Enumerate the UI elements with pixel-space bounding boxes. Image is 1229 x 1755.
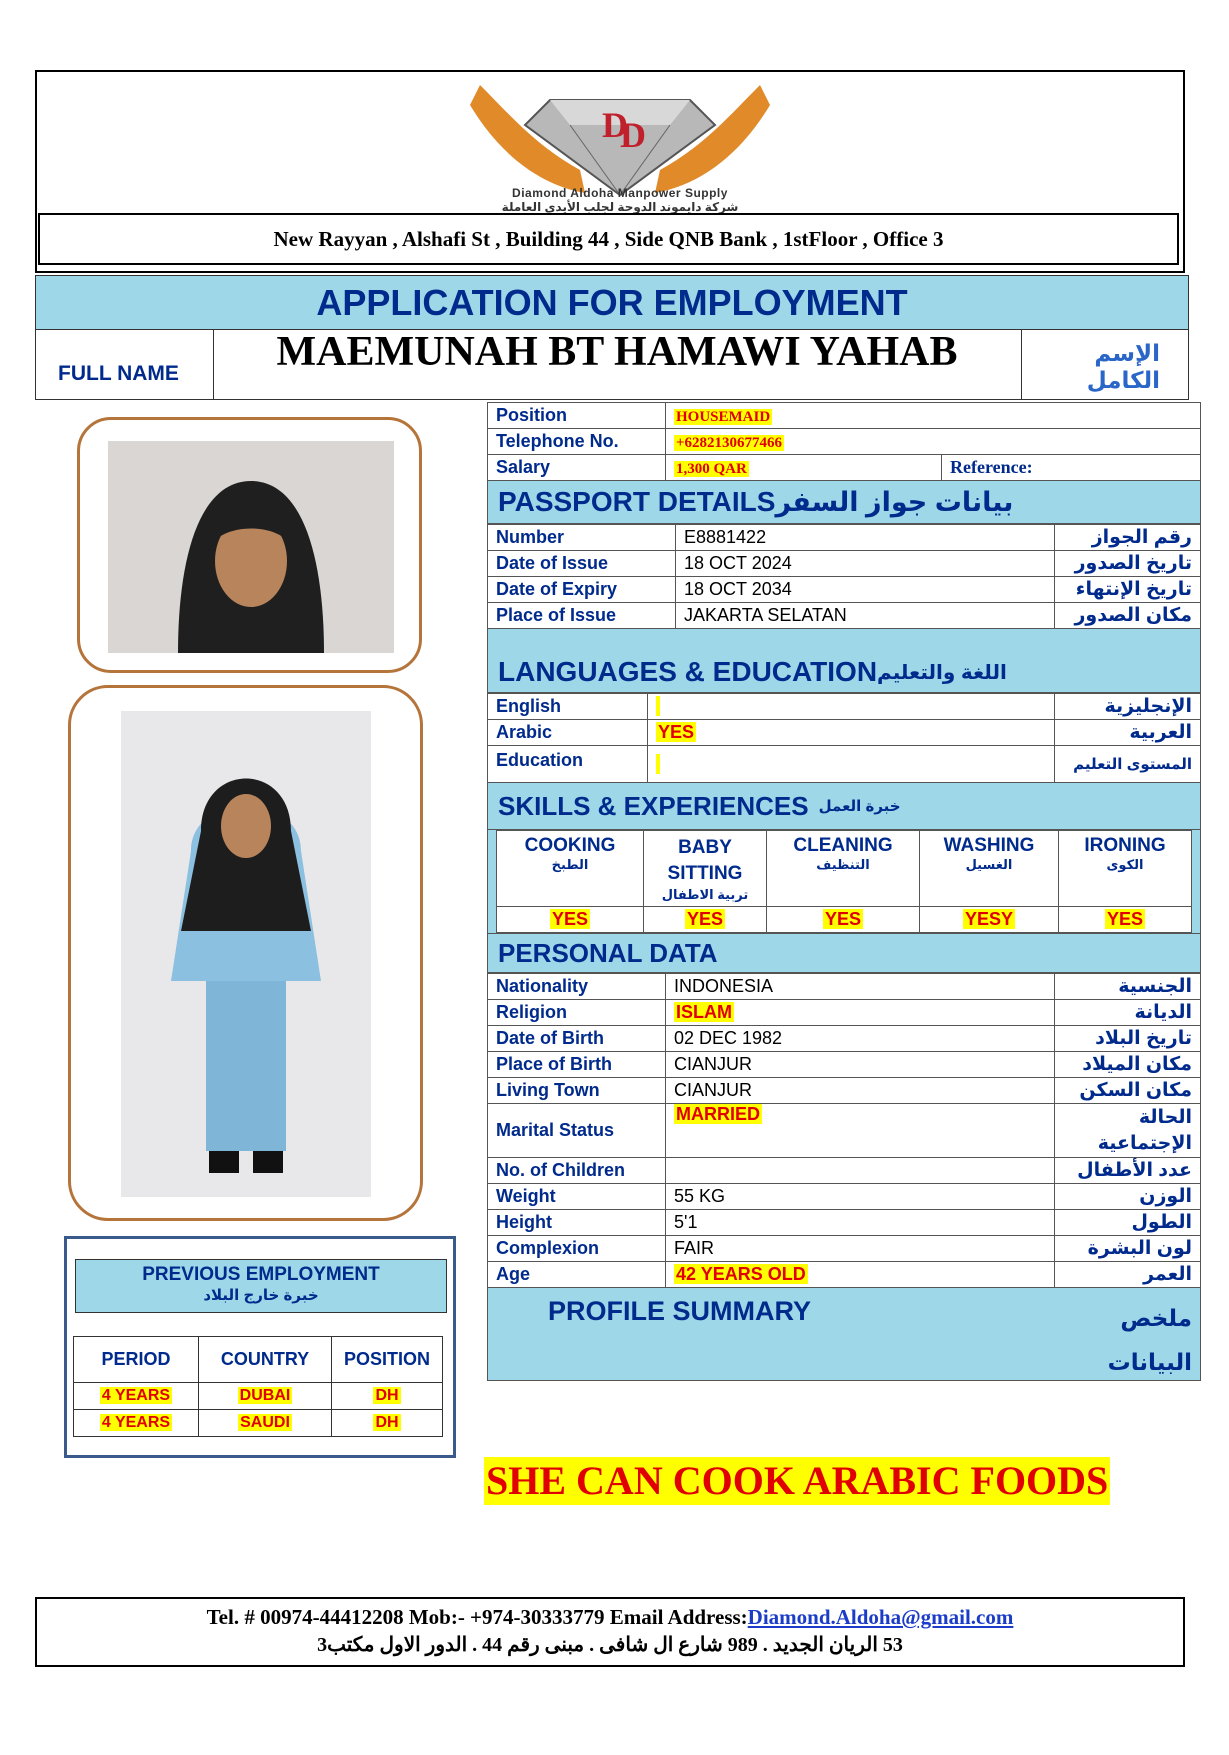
profile-note-text: SHE CAN COOK ARABIC FOODS: [486, 1458, 1109, 1503]
personal-row-value: [666, 1158, 1055, 1184]
period-cell: 4 YEARS: [101, 1414, 171, 1431]
personal-row-ar: مكان الميلاد: [1055, 1052, 1201, 1078]
period-cell: 4 YEARS: [101, 1387, 171, 1404]
languages-table: [487, 693, 1201, 783]
passport-row-label: Place of Issue: [488, 603, 676, 629]
country-cell: SAUDI: [240, 1414, 290, 1431]
personal-row-label: Marital Status: [488, 1104, 666, 1158]
personal-row-label: Religion: [488, 1000, 666, 1026]
personal-row-ar: العمر: [1055, 1262, 1201, 1288]
personal-row-value: MARRIED: [676, 1104, 760, 1124]
personal-row-value: CIANJUR: [666, 1052, 1055, 1078]
passport-row-ar: مكان الصدور: [1055, 603, 1201, 629]
previous-employment-title: PREVIOUS EMPLOYMENT: [142, 1264, 380, 1285]
address-box: [38, 213, 1179, 265]
profile-summary-title: PROFILE SUMMARY: [548, 1296, 811, 1326]
personal-row-value: 42 YEARS OLD: [676, 1264, 806, 1284]
personal-row-ar: الديانة: [1055, 1000, 1201, 1026]
header-period: PERIOD: [74, 1337, 199, 1383]
previous-employment-table: [73, 1336, 443, 1437]
previous-employment-title-ar: خبرة خارج البلاد: [203, 1287, 319, 1304]
svg-text:D: D: [620, 115, 646, 155]
passport-row-value: 18 OCT 2034: [676, 577, 1055, 603]
passport-row-label: Date of Expiry: [488, 577, 676, 603]
skill-name: IRONING: [1084, 835, 1166, 856]
position-value: HOUSEMAID: [676, 409, 771, 425]
personal-row-label: Living Town: [488, 1078, 666, 1104]
address-text: New Rayyan , Alshafi St , Building 44 , Side QNB Bank , 1stFloor , Office 3: [273, 226, 944, 251]
skills-title: SKILLS & EXPERIENCES: [498, 790, 809, 821]
personal-row-label: Place of Birth: [488, 1052, 666, 1078]
previous-employment-header: [75, 1259, 447, 1313]
logo-name-en: Diamond Aldoha Manpower Supply: [512, 186, 728, 200]
personal-row-label: Complexion: [488, 1236, 666, 1262]
personal-row-value: 02 DEC 1982: [666, 1026, 1055, 1052]
job-info-table: [487, 402, 1201, 481]
skill-name-ar: الغسيل: [965, 857, 1013, 872]
skill-name-ar: تربية الاطفال: [661, 887, 749, 902]
skills-table: [496, 830, 1192, 933]
personal-row-value: INDONESIA: [666, 974, 1055, 1000]
language-row-label: Education: [488, 746, 648, 783]
language-row-value: [656, 696, 660, 716]
language-row-value: YES: [658, 722, 695, 742]
footer-box: [35, 1597, 1185, 1667]
personal-title: PERSONAL DATA: [498, 937, 718, 968]
personal-row-ar: تاريخ البلاد: [1055, 1026, 1201, 1052]
position-label: Position: [488, 403, 666, 429]
details-column: [487, 402, 1201, 1381]
portrait-photo: [108, 441, 394, 653]
skill-name-ar: الكوى: [1106, 857, 1144, 872]
profile-summary-box: [487, 1288, 1201, 1381]
language-row-ar: العربية: [1055, 720, 1201, 746]
reference-label: Reference:: [942, 455, 1201, 481]
position-cell: DH: [375, 1387, 399, 1404]
passport-row-ar: رقم الجواز: [1055, 525, 1201, 551]
personal-row-ar: الطول: [1055, 1210, 1201, 1236]
personal-row-ar: الوزن: [1055, 1184, 1201, 1210]
passport-row-label: Date of Issue: [488, 551, 676, 577]
passport-row-value: 18 OCT 2024: [676, 551, 1055, 577]
skill-value: YES: [551, 909, 589, 929]
personal-row-ar: الجنسية: [1055, 974, 1201, 1000]
skill-value: YES: [824, 909, 862, 929]
language-row-label: Arabic: [488, 720, 648, 746]
skill-value: YESY: [964, 909, 1014, 929]
telephone-value: +6282130677466: [676, 435, 783, 451]
footer-contact: [37, 1605, 1183, 1630]
personal-row-label: No. of Children: [488, 1158, 666, 1184]
position-cell: DH: [375, 1414, 399, 1431]
passport-section-header: [487, 481, 1201, 524]
personal-row-label: Weight: [488, 1184, 666, 1210]
languages-title-ar: اللغة والتعليم: [877, 662, 1007, 684]
language-row-value: [656, 754, 660, 774]
logo-name-ar: شركة دايموند الدوحة لجلب الأيدي العاملة: [501, 200, 739, 214]
application-title: APPLICATION FOR EMPLOYMENT: [316, 281, 908, 323]
passport-table: [487, 524, 1201, 629]
header-country: COUNTRY: [199, 1337, 332, 1383]
full-name-label-ar: الإسم الكامل: [1086, 340, 1160, 393]
passport-row-ar: تاريخ الإنتهاء: [1055, 577, 1201, 603]
language-row-ar: الإنجليزية: [1055, 694, 1201, 720]
personal-section-header: [487, 934, 1201, 973]
skill-name: BABY SITTING: [667, 837, 743, 884]
personal-row-ar: عدد الأطفال: [1055, 1158, 1201, 1184]
portrait-frame: [77, 417, 422, 673]
skills-section-header: [487, 783, 1201, 830]
personal-row-ar: لون البشرة: [1055, 1236, 1201, 1262]
personal-row-ar: الحالة الإجتماعية: [1055, 1104, 1201, 1158]
skill-name-ar: الطبخ: [551, 857, 589, 872]
passport-row-label: Number: [488, 525, 676, 551]
personal-row-label: Nationality: [488, 974, 666, 1000]
skill-value: YES: [686, 909, 724, 929]
profile-summary-title-ar: ملخص البيانات: [1107, 1305, 1192, 1375]
skills-frame: [487, 830, 1201, 934]
personal-row-value: FAIR: [666, 1236, 1055, 1262]
skills-title-ar: خبرة العمل: [818, 798, 901, 815]
personal-row-value: 55 KG: [666, 1184, 1055, 1210]
personal-row-value: 5'1: [666, 1210, 1055, 1236]
passport-row-ar: تاريخ الصدور: [1055, 551, 1201, 577]
personal-row-ar: مكان السكن: [1055, 1078, 1201, 1104]
header-position: POSITION: [332, 1337, 443, 1383]
skill-name: COOKING: [524, 835, 616, 856]
personal-row-label: Date of Birth: [488, 1026, 666, 1052]
full-name-label: FULL NAME: [58, 362, 179, 385]
skill-name: CLEANING: [793, 835, 893, 856]
language-row-ar: المستوى التعليم: [1055, 746, 1201, 783]
footer-email-link[interactable]: Diamond.Aldoha@gmail.com: [747, 1605, 1014, 1629]
language-row-label: English: [488, 694, 648, 720]
profile-note: [484, 1457, 1110, 1505]
personal-row-label: Height: [488, 1210, 666, 1236]
skill-name: WASHING: [943, 835, 1035, 856]
svg-text:D: D: [602, 105, 628, 145]
salary-value: 1,300 QAR: [676, 461, 747, 477]
salary-label: Salary: [488, 455, 666, 481]
passport-row-value: JAKARTA SELATAN: [676, 603, 1055, 629]
personal-row-value: CIANJUR: [666, 1078, 1055, 1104]
languages-title: LANGUAGES & EDUCATION: [498, 656, 878, 687]
personal-table: [487, 973, 1201, 1288]
passport-row-value: E8881422: [676, 525, 1055, 551]
personal-row-value: ISLAM: [676, 1002, 732, 1022]
country-cell: DUBAI: [239, 1387, 291, 1404]
full-body-frame: [68, 685, 423, 1221]
application-title-bar: [35, 275, 1189, 330]
full-name: MAEMUNAH BT HAMAWI YAHAB: [276, 329, 958, 375]
full-body-photo: [121, 711, 371, 1197]
previous-employment-box: [64, 1236, 456, 1458]
passport-title-ar: بيانات جواز السفر: [775, 486, 1014, 517]
footer-contact-text: Tel. # 00974-44412208 Mob:- +974-30333779 Email Address:: [206, 1605, 748, 1629]
personal-row-label: Age: [488, 1262, 666, 1288]
telephone-label: Telephone No.: [488, 429, 666, 455]
passport-title: PASSPORT DETAILS: [498, 486, 776, 517]
skill-value: YES: [1106, 909, 1144, 929]
footer-address-ar: 53 الريان الجديد . 989 شارع ال شافى . مبنى رقم 44 . الدور الاول مكتب3: [317, 1634, 903, 1656]
skill-name-ar: التنظيف: [816, 857, 870, 872]
languages-section-header: [487, 629, 1201, 693]
